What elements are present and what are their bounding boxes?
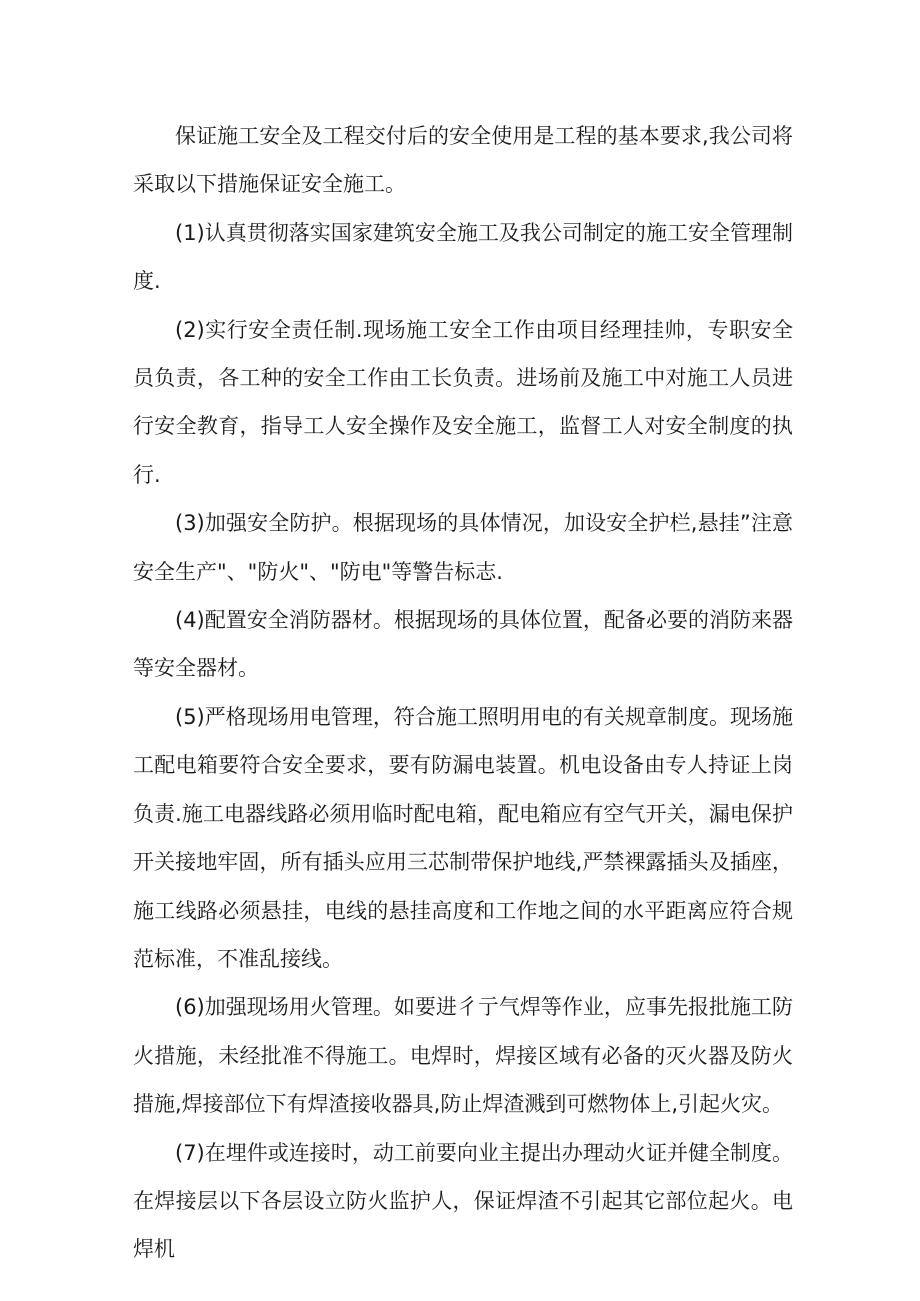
paragraph-intro: 保证施工安全及工程交付后的安全使用是工程的基本要求,我公司将采取以下措施保证安全施工。 [133, 124, 793, 197]
paragraph-item-3: (3)加强安全防护。根据现场的具体情况，加设安全护栏,悬挂”注意安全生产"、"防火"、"防电"等警告标志. [133, 511, 793, 584]
paragraph-item-4: (4)配置安全消防器材。根据现场的具体位置，配备必要的消防来器等安全器材。 [133, 608, 793, 681]
paragraph-item-5: (5)严格现场用电管理，符合施工照明用电的有关规章制度。现场施工配电箱要符合安全要求，要有防漏电装置。机电设备由专人持证上岗负责.施工电器线路必须用临时配电箱，配电箱应有空气开关，漏电保护开关接地牢固，所有插头应用三芯制带保护地线,严禁裸露插头及插座，施工线路必须悬挂，电线的悬挂高度和工作地之间的水平距离应符合规范标准，不准乱接线。 [133, 704, 793, 971]
document-body [133, 112, 793, 1274]
paragraph-item-6: (6)加强现场用火管理。如要进彳亍气焊等作业，应事先报批施工防火措施，未经批准不得施工。电焊时，焊接区域有必备的灭火器及防火措施,焊接部位下有焊渣接收器具,防止焊渣溅到可燃物体上,引起火灾。 [133, 995, 793, 1117]
paragraph-item-7: (7)在埋件或连接时，动工前要向业主提出办理动火证并健全制度。在焊接层以下各层设立防火监护人，保证焊渣不引起其它部位起火。电焊机 [133, 1140, 793, 1262]
paragraph-item-1: (1)认真贯彻落实国家建筑安全施工及我公司制定的施工安全管理制度. [133, 220, 793, 294]
paragraph-item-2: (2)实行安全责任制.现场施工安全工作由项目经理挂帅，专职安全员负责，各工种的安全工作由工长负责。进场前及施工中对施工人员进行安全教育，指导工人安全操作及安全施工，监督工人对安全制度的执行. [133, 317, 793, 487]
